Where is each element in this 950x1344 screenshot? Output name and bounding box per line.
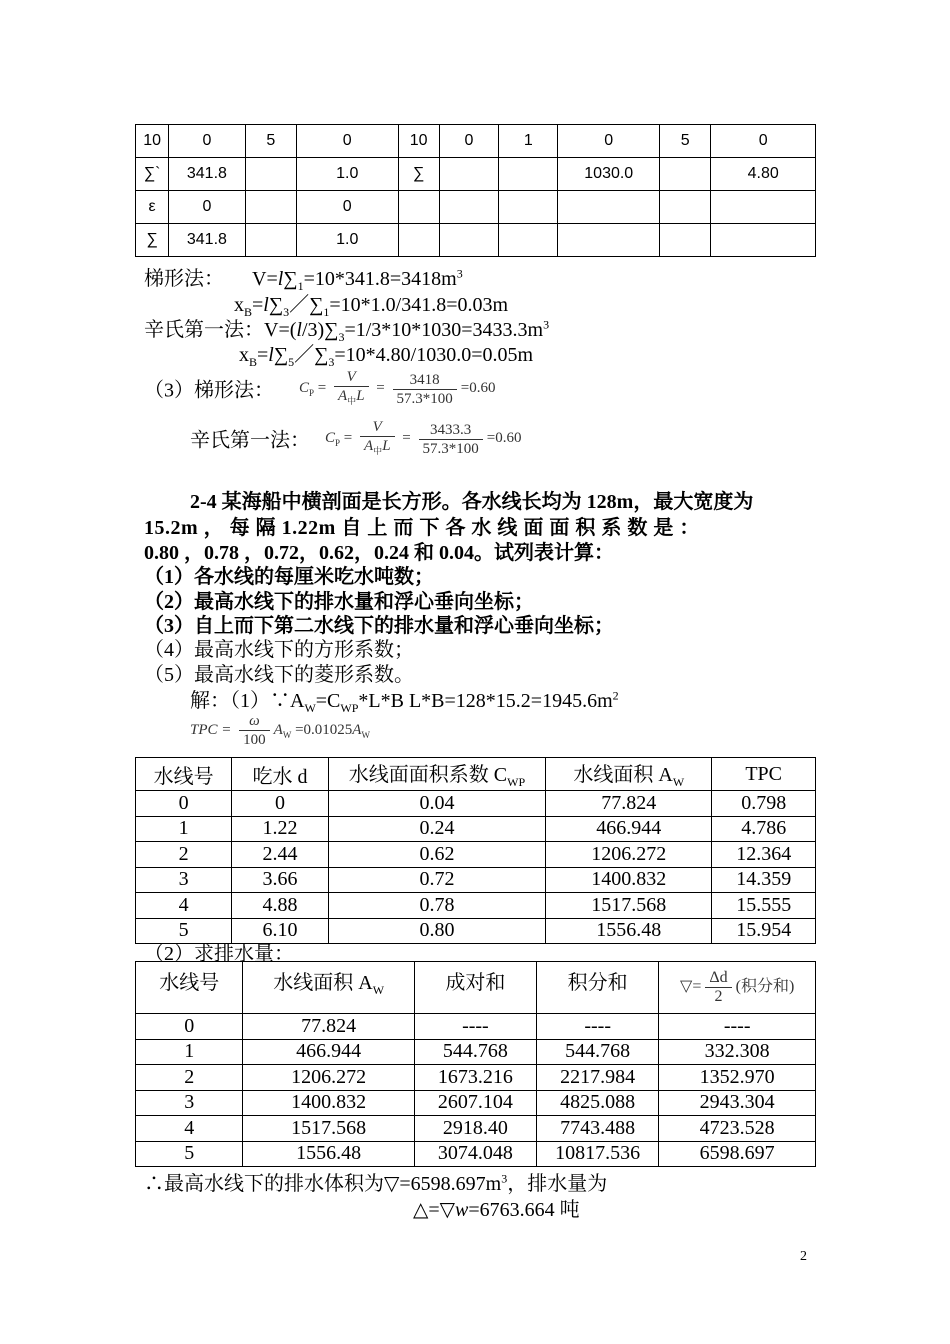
table-cell: 0 — [136, 791, 232, 817]
question-item-5: （5）最高水线下的菱形系数。 — [144, 664, 414, 686]
table-cell: 544.768 — [537, 1039, 659, 1065]
table-cell: 1556.48 — [243, 1141, 414, 1167]
table-cell: 4.88 — [232, 893, 328, 919]
trap-v: V= — [252, 268, 278, 290]
sup-2: 2 — [612, 688, 619, 703]
table-cell: 1206.272 — [243, 1065, 414, 1091]
l-symbol: l — [296, 319, 302, 341]
table-row — [136, 191, 816, 224]
table-cell: 1 — [499, 125, 558, 158]
table-cell: 2 — [136, 842, 232, 868]
cp-trap-formula: $C_P$ = $\frac{V}{A_中L}$ = $\frac{3418}{57.3*100}$ =0.60 — [299, 380, 495, 396]
table-cell: ---- — [537, 1014, 659, 1040]
table-cell: 0 — [136, 1014, 243, 1040]
sigma: ∑ — [314, 344, 329, 366]
column-header-volume — [659, 962, 816, 1014]
question-item-2: （2）最高水线下的排水量和浮心垂向坐标； — [144, 591, 534, 613]
table-cell: 7743.488 — [537, 1116, 659, 1142]
xb: x — [239, 344, 249, 366]
sup-3: 3 — [543, 317, 550, 332]
table-cell: 1517.568 — [243, 1116, 414, 1142]
table-cell: 0 — [296, 125, 398, 158]
trap-v-rest: =10*341.8=3418m — [303, 268, 457, 290]
cp-result: =0.60 — [486, 430, 522, 447]
header-label: 水线号 — [153, 765, 214, 788]
fraction — [239, 712, 270, 749]
l-upper: L — [356, 388, 365, 404]
table-row — [136, 867, 816, 893]
table-cell: 1400.832 — [546, 867, 712, 893]
sigma: ∑ — [268, 294, 284, 316]
table-cell: 466.944 — [546, 816, 712, 842]
sub-w: W — [304, 701, 316, 715]
table-cell — [439, 224, 498, 257]
table-cell: 1517.568 — [546, 893, 712, 919]
table-cell — [558, 191, 660, 224]
column-header — [414, 962, 536, 1014]
header-sub: WP — [507, 775, 526, 789]
cp-trap-line — [144, 368, 495, 410]
table-cell: 3 — [136, 867, 232, 893]
table-cell: 12.364 — [712, 842, 816, 868]
slash: ／ — [289, 294, 310, 316]
table-cell: 6.10 — [232, 918, 328, 944]
concl-1b: ，排水量为 — [507, 1173, 608, 1195]
table-cell — [558, 224, 660, 257]
simp-v-end: =1/3*10*1030=3433.3m — [344, 319, 544, 341]
table-cell: 4825.088 — [537, 1090, 659, 1116]
xb: x — [234, 294, 244, 316]
header-label: 成对和 — [445, 972, 506, 994]
question-title: 2-4 某海船中横剖面是长方形。各水线长均为 128m，最大宽度为 — [190, 491, 754, 513]
sup-3: 3 — [456, 266, 463, 281]
column-header — [537, 962, 659, 1014]
table-row — [136, 1065, 816, 1091]
simp-xb-line: $x_B=l\sum_5/\sum_3=10*4.80/1030.0=0.05m$ — [239, 344, 534, 369]
tpc-formula: TPC = $\frac{\omega}{100}$ $A_W =0.01025A_W$ — [190, 713, 370, 748]
l-symbol: l — [277, 268, 284, 290]
table-cell: 1.0 — [296, 224, 398, 257]
table-cell: 77.824 — [243, 1014, 414, 1040]
table-cell: 10 — [136, 125, 169, 158]
conclusion-line-2 — [413, 1193, 580, 1222]
table-cell — [245, 224, 296, 257]
header-sub: W — [372, 983, 385, 997]
am-symbol: A — [338, 388, 348, 404]
p3-simp-label: 辛氏第一法： — [190, 429, 310, 452]
displacement-table — [135, 961, 816, 1167]
table-cell — [499, 224, 558, 257]
table-cell: 466.944 — [243, 1039, 414, 1065]
column-header — [712, 758, 816, 791]
table-cell: 0 — [296, 191, 398, 224]
table-cell: 332.308 — [659, 1039, 816, 1065]
table-cell: ∑ — [398, 158, 439, 191]
table-cell: 1556.48 — [546, 918, 712, 944]
table-cell: 5 — [245, 125, 296, 158]
table-cell: 3.66 — [232, 867, 328, 893]
table-cell: 10 — [398, 125, 439, 158]
sol-a: 解：（1）∵A — [190, 690, 305, 712]
v-symbol: V — [346, 369, 356, 385]
table-cell: 0 — [558, 125, 660, 158]
table-row — [136, 1039, 816, 1065]
column-header — [136, 962, 243, 1014]
sub-w: W — [282, 729, 292, 740]
v-symbol: V — [372, 419, 382, 435]
sigma: ∑ — [283, 268, 298, 290]
table-cell: 0 — [439, 125, 498, 158]
fraction — [419, 421, 483, 458]
table-cell: 0 — [711, 125, 816, 158]
sup-3: 3 — [501, 1171, 508, 1186]
table-cell — [398, 224, 439, 257]
header-rhs: (积分和) — [735, 978, 795, 996]
table-cell: 1400.832 — [243, 1090, 414, 1116]
header-sub: W — [672, 775, 685, 789]
cp-symbol: C — [299, 380, 310, 397]
table-cell: 1352.970 — [659, 1065, 816, 1091]
table-cell: 15.555 — [712, 893, 816, 919]
question-line-3: 0.80 ，0.78 ，0.72，0.62，0.24 和 0.04。试列表计算： — [144, 542, 614, 564]
sub-3: 3 — [328, 355, 335, 369]
table-row — [136, 224, 816, 257]
table-row — [136, 158, 816, 191]
cp-simp-formula: $C_P$ = $\frac{V}{A_中L}$ = $\frac{3433.3}{57.3*100}$ =0.60 — [325, 430, 521, 446]
table-cell: 2 — [136, 1065, 243, 1091]
table-cell: 5 — [136, 918, 232, 944]
table-cell: 4.80 — [711, 158, 816, 191]
table-cell: 0.798 — [712, 791, 816, 817]
table-cell: 341.8 — [169, 224, 245, 257]
fraction — [705, 969, 731, 1006]
column-header — [328, 758, 545, 791]
question-item-1: （1）各水线的每厘米吃水吨数； — [144, 566, 434, 588]
table-cell: 77.824 — [546, 791, 712, 817]
table-cell — [711, 224, 816, 257]
sub-5: 5 — [288, 355, 295, 369]
header-label: 水线号 — [159, 972, 220, 994]
tpc-lhs: TPC = — [190, 721, 232, 738]
table-cell — [499, 191, 558, 224]
table-cell: ∑ — [136, 224, 169, 257]
frac-num: Δd — [705, 969, 731, 988]
column-header — [546, 758, 712, 791]
fraction — [334, 368, 369, 410]
table-cell: 15.954 — [712, 918, 816, 944]
table-cell: 0.04 — [328, 791, 545, 817]
concl-2b: =6763.664 吨 — [468, 1199, 580, 1221]
table-row — [136, 893, 816, 919]
am-symbol: A — [364, 438, 374, 454]
table-cell: 0.62 — [328, 842, 545, 868]
table-cell: 0 — [232, 791, 328, 817]
column-header — [136, 758, 232, 791]
table-cell: ∑` — [136, 158, 169, 191]
table-cell: 1 — [136, 816, 232, 842]
cp-sub: P — [335, 438, 341, 449]
sub-wp: WP — [340, 701, 359, 715]
sol-c: *L*B L*B=128*15.2=1945.6m — [358, 690, 613, 712]
tpc-num: ω — [249, 713, 260, 729]
table-cell — [711, 191, 816, 224]
fraction — [360, 418, 395, 460]
am-sub: 中 — [373, 446, 383, 456]
concl-2: △=▽ — [413, 1199, 456, 1221]
denominator: 57.3*100 — [396, 390, 453, 407]
simp-numerator: 3433.3 — [419, 421, 483, 440]
sub-b: B — [249, 355, 258, 369]
conclusion-line-1 — [144, 1167, 607, 1196]
table-cell: 0.24 — [328, 816, 545, 842]
cp-simp-line — [190, 418, 521, 460]
table-cell — [398, 191, 439, 224]
table-cell: 1 — [136, 1039, 243, 1065]
header-label: 吃水 d — [252, 765, 308, 788]
calc-table-top — [135, 124, 816, 257]
table-cell: 4.786 — [712, 816, 816, 842]
table-cell: 1206.272 — [546, 842, 712, 868]
trap-xb-rest: =10*1.0/341.8=0.03m — [329, 294, 509, 316]
table-cell: 2607.104 — [414, 1090, 536, 1116]
table-cell: 0 — [169, 191, 245, 224]
table-cell — [245, 158, 296, 191]
l-upper: L — [382, 438, 391, 454]
trap-label: 梯形法： — [144, 268, 224, 290]
table-cell: ---- — [414, 1014, 536, 1040]
table-cell: 2.44 — [232, 842, 328, 868]
header-label: 水线面积 A — [273, 972, 373, 994]
fraction — [393, 371, 457, 408]
header-label: 水线面积 A — [573, 764, 673, 786]
concl-1: ∴最高水线下的排水体积为▽=6598.697m — [144, 1173, 502, 1195]
sub-3: 3 — [338, 330, 345, 344]
table-cell: 1.22 — [232, 816, 328, 842]
sub-w: W — [361, 729, 370, 740]
column-header — [243, 962, 414, 1014]
table-row — [136, 125, 816, 158]
table-cell: 2217.984 — [537, 1065, 659, 1091]
table-row — [136, 842, 816, 868]
table-cell: 3074.048 — [414, 1141, 536, 1167]
cp-sub: P — [309, 388, 315, 399]
table-row — [136, 791, 816, 817]
table-cell: 4 — [136, 1116, 243, 1142]
denominator: 57.3*100 — [422, 440, 479, 457]
table-cell: 1673.216 — [414, 1065, 536, 1091]
table-cell: 0.80 — [328, 918, 545, 944]
table-cell — [439, 191, 498, 224]
header-label: TPC — [745, 762, 783, 785]
l-symbol: l — [263, 294, 269, 316]
trap-numerator: 3418 — [393, 371, 457, 390]
question-line-2: 15.2m ， 每 隔 1.22m 自 上 而 下 各 水 线 面 面 积 系 数 是 ： — [144, 517, 700, 539]
table-cell: 0 — [169, 125, 245, 158]
sigma: ∑ — [309, 294, 324, 316]
table-row — [136, 1141, 816, 1167]
table-cell: 5 — [136, 1141, 243, 1167]
table-cell — [245, 191, 296, 224]
table-cell: 5 — [660, 125, 711, 158]
cp-symbol: C — [325, 430, 336, 447]
table-cell — [499, 158, 558, 191]
table-row — [136, 1090, 816, 1116]
am-sub: 中 — [347, 396, 357, 406]
frac-den: 2 — [714, 988, 723, 1005]
trap-xb-line: $x_B=l\sum_3/\sum_1=10*1.0/341.8=0.03m$ — [234, 294, 509, 319]
table-cell: 4723.528 — [659, 1116, 816, 1142]
table-cell: 544.768 — [414, 1039, 536, 1065]
simp-label: 辛氏第一法：V=( — [144, 319, 297, 341]
section-2-label: （2）求排水量： — [144, 943, 294, 965]
table-row — [136, 1014, 816, 1040]
table-cell: 4 — [136, 893, 232, 919]
tpc-table — [135, 757, 816, 944]
table-cell: 1030.0 — [558, 158, 660, 191]
sub-b: B — [244, 305, 253, 319]
sub-3: 3 — [283, 305, 290, 319]
tpc-rhs: =0.01025 — [295, 721, 353, 738]
table-cell: 2918.40 — [414, 1116, 536, 1142]
question-item-4: （4）最高水线下的方形系数； — [144, 639, 414, 661]
table-cell — [660, 191, 711, 224]
column-header — [232, 758, 328, 791]
tpc-den: 100 — [243, 732, 266, 748]
table-cell — [660, 158, 711, 191]
table-cell: ---- — [659, 1014, 816, 1040]
table-cell: 14.359 — [712, 867, 816, 893]
page-number: 2 — [800, 1249, 807, 1264]
table-cell: 1.0 — [296, 158, 398, 191]
table-cell — [660, 224, 711, 257]
table-row — [136, 1116, 816, 1142]
sol-b: =C — [315, 690, 341, 712]
header-label: 水线面面积系数 C — [348, 764, 508, 786]
table-cell: 6598.697 — [659, 1141, 816, 1167]
table-cell: 0.78 — [328, 893, 545, 919]
question-item-3: （3）自上而下第二水线下的排水量和浮心垂向坐标； — [144, 615, 614, 637]
sub-1: 1 — [323, 305, 330, 319]
p3-trap-label: （3）梯形法： — [144, 379, 274, 402]
table-cell: 0.72 — [328, 867, 545, 893]
table-cell: 2943.304 — [659, 1090, 816, 1116]
w-symbol: w — [455, 1199, 469, 1221]
simp-xb-rest: =10*4.80/1030.0=0.05m — [334, 344, 534, 366]
header-lhs: ▽= — [680, 978, 702, 996]
table-cell: 10817.536 — [537, 1141, 659, 1167]
table-cell — [439, 158, 498, 191]
sigma: ∑ — [273, 344, 289, 366]
slash: ／ — [294, 344, 315, 366]
table-cell: 341.8 — [169, 158, 245, 191]
table-row — [136, 816, 816, 842]
cp-result: =0.60 — [460, 380, 496, 397]
simp-v-rest: /3)∑ — [301, 319, 339, 341]
table-cell: 3 — [136, 1090, 243, 1116]
table-cell: ε — [136, 191, 169, 224]
l-symbol: l — [268, 344, 274, 366]
sub-1: 1 — [297, 279, 304, 293]
header-label: 积分和 — [567, 972, 628, 994]
